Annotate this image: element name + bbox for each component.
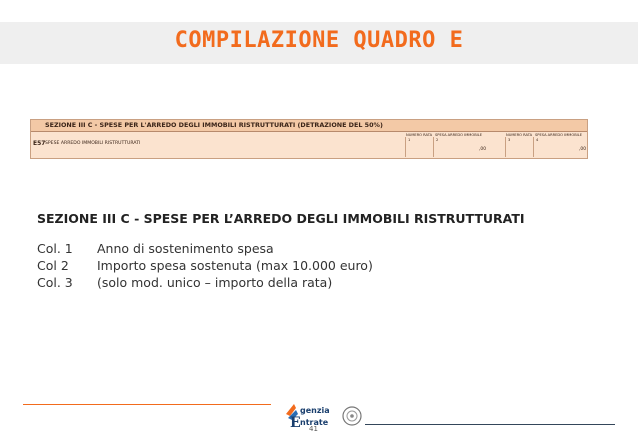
form-col-heading: SPESA ARREDO IMMOBILE (535, 133, 583, 137)
page-title: COMPILAZIONE QUADRO E (174, 28, 464, 53)
form-col-heading: NUMERO RATA (406, 133, 433, 137)
form-row-label: SPESE ARREDO IMMOBILI RISTRUTTURATI (45, 141, 141, 146)
form-col-amount-suffix: ,00 (579, 147, 586, 152)
form-col-divider (433, 137, 434, 157)
column-description (37, 258, 373, 273)
form-section-header-bar (31, 120, 587, 132)
form-col-number: 1 (408, 138, 411, 142)
form-excerpt-image (30, 119, 588, 159)
form-col-heading: SPESA ARREDO IMMOBILE (435, 133, 483, 137)
agenzia-entrate-logo (284, 402, 364, 430)
page-number: 41 (309, 425, 318, 433)
column-description (37, 241, 274, 256)
form-row-code: E57 (33, 140, 46, 147)
column-text: (solo mod. unico – importo della rata) (97, 275, 333, 290)
column-label: Col 2 (37, 258, 69, 273)
column-label: Col. 1 (37, 241, 73, 256)
column-text: Anno di sostenimento spesa (97, 241, 274, 256)
form-col-amount-suffix: ,00 (479, 147, 486, 152)
form-col-number: 3 (508, 138, 511, 142)
form-section-header: SEZIONE III C - SPESE PER L'ARREDO DEGLI IMMOBILI RISTRUTTURATI (DETRAZIONE DEL 50%) (45, 121, 383, 129)
footer-rule-left (23, 404, 271, 405)
form-col-heading: NUMERO RATA (506, 133, 533, 137)
logo-text-line1: genzia (300, 406, 330, 415)
footer-rule-right (365, 424, 615, 425)
form-col-number: 2 (436, 138, 439, 142)
section-heading: SEZIONE III C - SPESE PER L’ARREDO DEGLI IMMOBILI RISTRUTTURATI (37, 211, 525, 226)
form-col-divider (533, 137, 534, 157)
column-label: Col. 3 (37, 275, 73, 290)
svg-text:E: E (290, 415, 301, 430)
column-description (37, 275, 332, 290)
form-col-divider (405, 137, 406, 157)
form-col-divider (505, 137, 506, 157)
logo-text-line2: ntrate (300, 418, 329, 427)
column-text: Importo spesa sostenuta (max 10.000 euro) (97, 258, 373, 273)
form-col-number: 4 (536, 138, 539, 142)
